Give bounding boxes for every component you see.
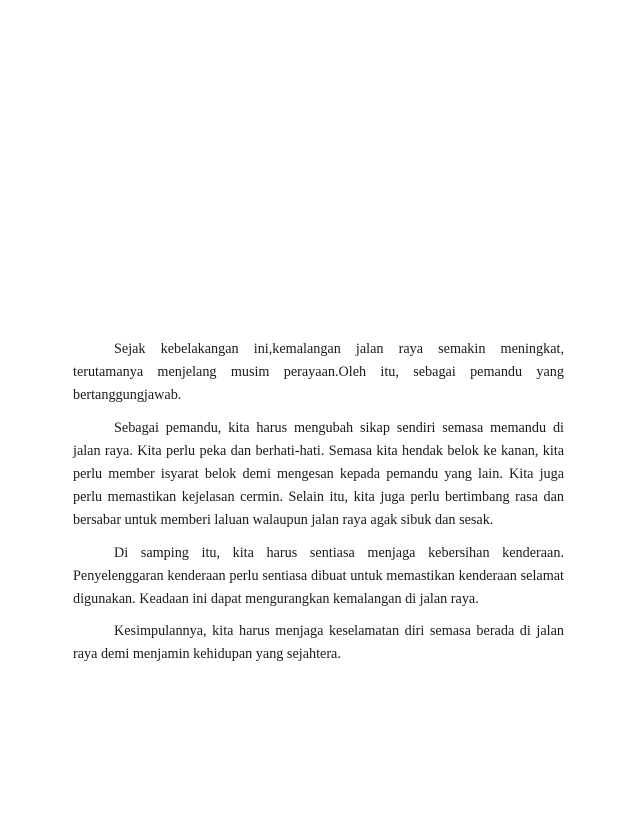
paragraph-3: Di samping itu, kita harus sentiasa menjaga kebersihan kenderaan. Penyelenggaran kenderaan perlu sentiasa dibuat untuk memastikan kenderaan selamat digunakan. Keadaan ini dapat mengurangkan kemalangan di jalan raya. xyxy=(73,544,564,608)
paragraph-1: Sejak kebelakangan ini,kemalangan jalan raya semakin meningkat, terutamanya menjelang musim perayaan.Oleh itu, sebagai pemandu yang bertanggungjawab. xyxy=(73,341,564,404)
document-body xyxy=(73,338,564,667)
paragraph-4: Kesimpulannya, kita harus menjaga keselamatan diri semasa berada di jalan raya demi menjamin kehidupan yang sejahtera. xyxy=(73,623,564,663)
paragraph-2: Sebagai pemandu, kita harus mengubah sikap sendiri semasa memandu di jalan raya. Kita perlu peka dan berhati-hati. Semasa kita hendak belok ke kanan, kita perlu member isyarat belok demi mengesan kepada pemandu yang lain. Kita juga perlu memastikan kejelasan cermin. Selain itu, kita juga perlu bertimbang rasa dan bersabar untuk memberi laluan walaupun jalan raya agak sibuk dan sesak. xyxy=(73,419,564,529)
